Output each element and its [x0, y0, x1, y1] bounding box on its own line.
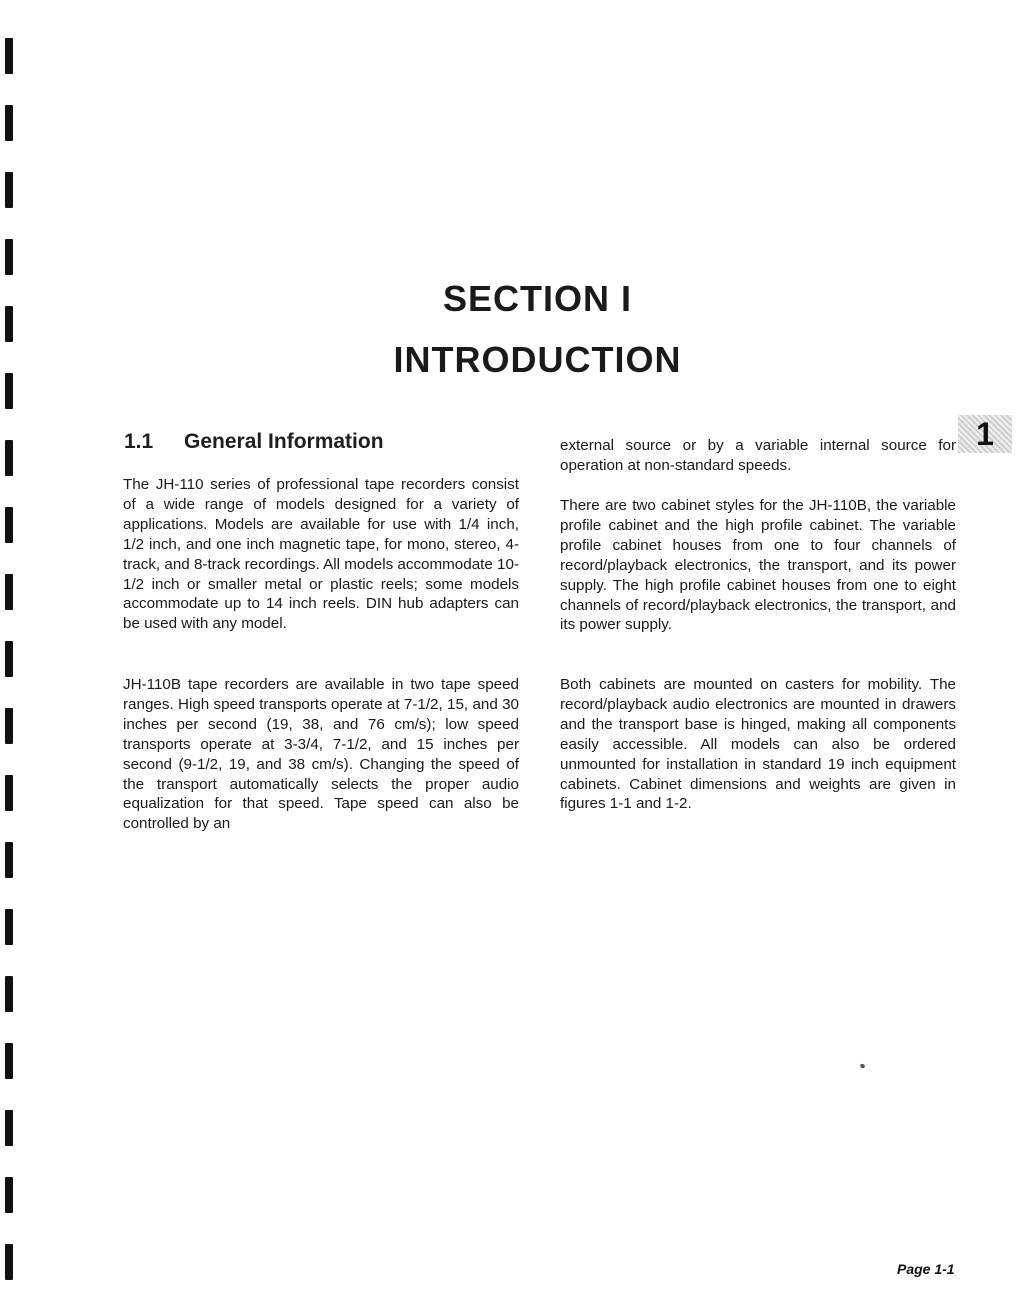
binder-hole [5, 775, 13, 811]
paragraph: The JH-110 series of professional tape recorders consist of a wide range of models designed for a variety of applications. Models are available for use with 1/4 inch, 1/2 inch, and one inch magnetic tape, for mono, stereo, 4-track, and 8-track recordings. All models accommodate 10-1/2 inch or smaller metal or plastic reels; some models accommodate up to 14 inch reels. DIN hub adapters can be used with any model. [123, 476, 519, 633]
binder-hole [5, 172, 13, 208]
binder-hole [5, 1110, 13, 1146]
section-tab-number: 1 [976, 416, 994, 452]
scan-speck [859, 1063, 865, 1069]
binder-hole [5, 976, 13, 1012]
binder-hole [5, 440, 13, 476]
paragraph: Both cabinets are mounted on casters for mobility. The record/playback audio electronics are mounted in drawers and the transport base is hinged, making all components easily accessible. All models can also be ordered unmounted for installation in standard 19 inch equipment cabinets. Cabinet dimensions and weights are given in figures 1-1 and 1-2. [560, 676, 956, 813]
section-number: 1.1 [124, 430, 154, 453]
binder-hole [5, 38, 13, 74]
binder-holes [0, 0, 20, 1307]
paragraph: There are two cabinet styles for the JH-110B, the variable profile cabinet and the high profile cabinet. The variable profile cabinet houses from one to four channels of record/playback electronics, the transport, and its power supply. The high profile cabinet houses from one to eight channels of record/playback electronics, the transport, and its power supply. [560, 497, 956, 634]
binder-hole [5, 641, 13, 677]
binder-hole [5, 105, 13, 141]
section-heading-text: General Information [184, 430, 384, 453]
binder-hole [5, 507, 13, 543]
page-number: Page 1-1 [897, 1261, 955, 1277]
paragraph: JH-110B tape recorders are available in two tape speed ranges. High speed transports operate at 7-1/2, 15, and 30 inches per second (19, 38, and 76 cm/s); low speed transports operate at 3-3/4, 7-1/2, and 15 inches per second (9-1/2, 19, and 38 cm/s). Changing the speed of the transport automatically selects the proper audio equalization for that speed. Tape speed can also be controlled by an [123, 676, 519, 833]
binder-hole [5, 1244, 13, 1280]
section-tab-marker [958, 415, 1012, 453]
binder-hole [5, 1177, 13, 1213]
binder-hole [5, 574, 13, 610]
section-title: SECTION I [442, 278, 633, 319]
binder-hole [5, 1043, 13, 1079]
binder-hole [5, 239, 13, 275]
binder-hole [5, 909, 13, 945]
section-heading [124, 430, 384, 454]
binder-hole [5, 708, 13, 744]
paragraph: external source or by a variable internal source for operation at non-standard speeds. [560, 437, 956, 474]
section-subtitle: INTRODUCTION [393, 339, 682, 380]
binder-hole [5, 842, 13, 878]
